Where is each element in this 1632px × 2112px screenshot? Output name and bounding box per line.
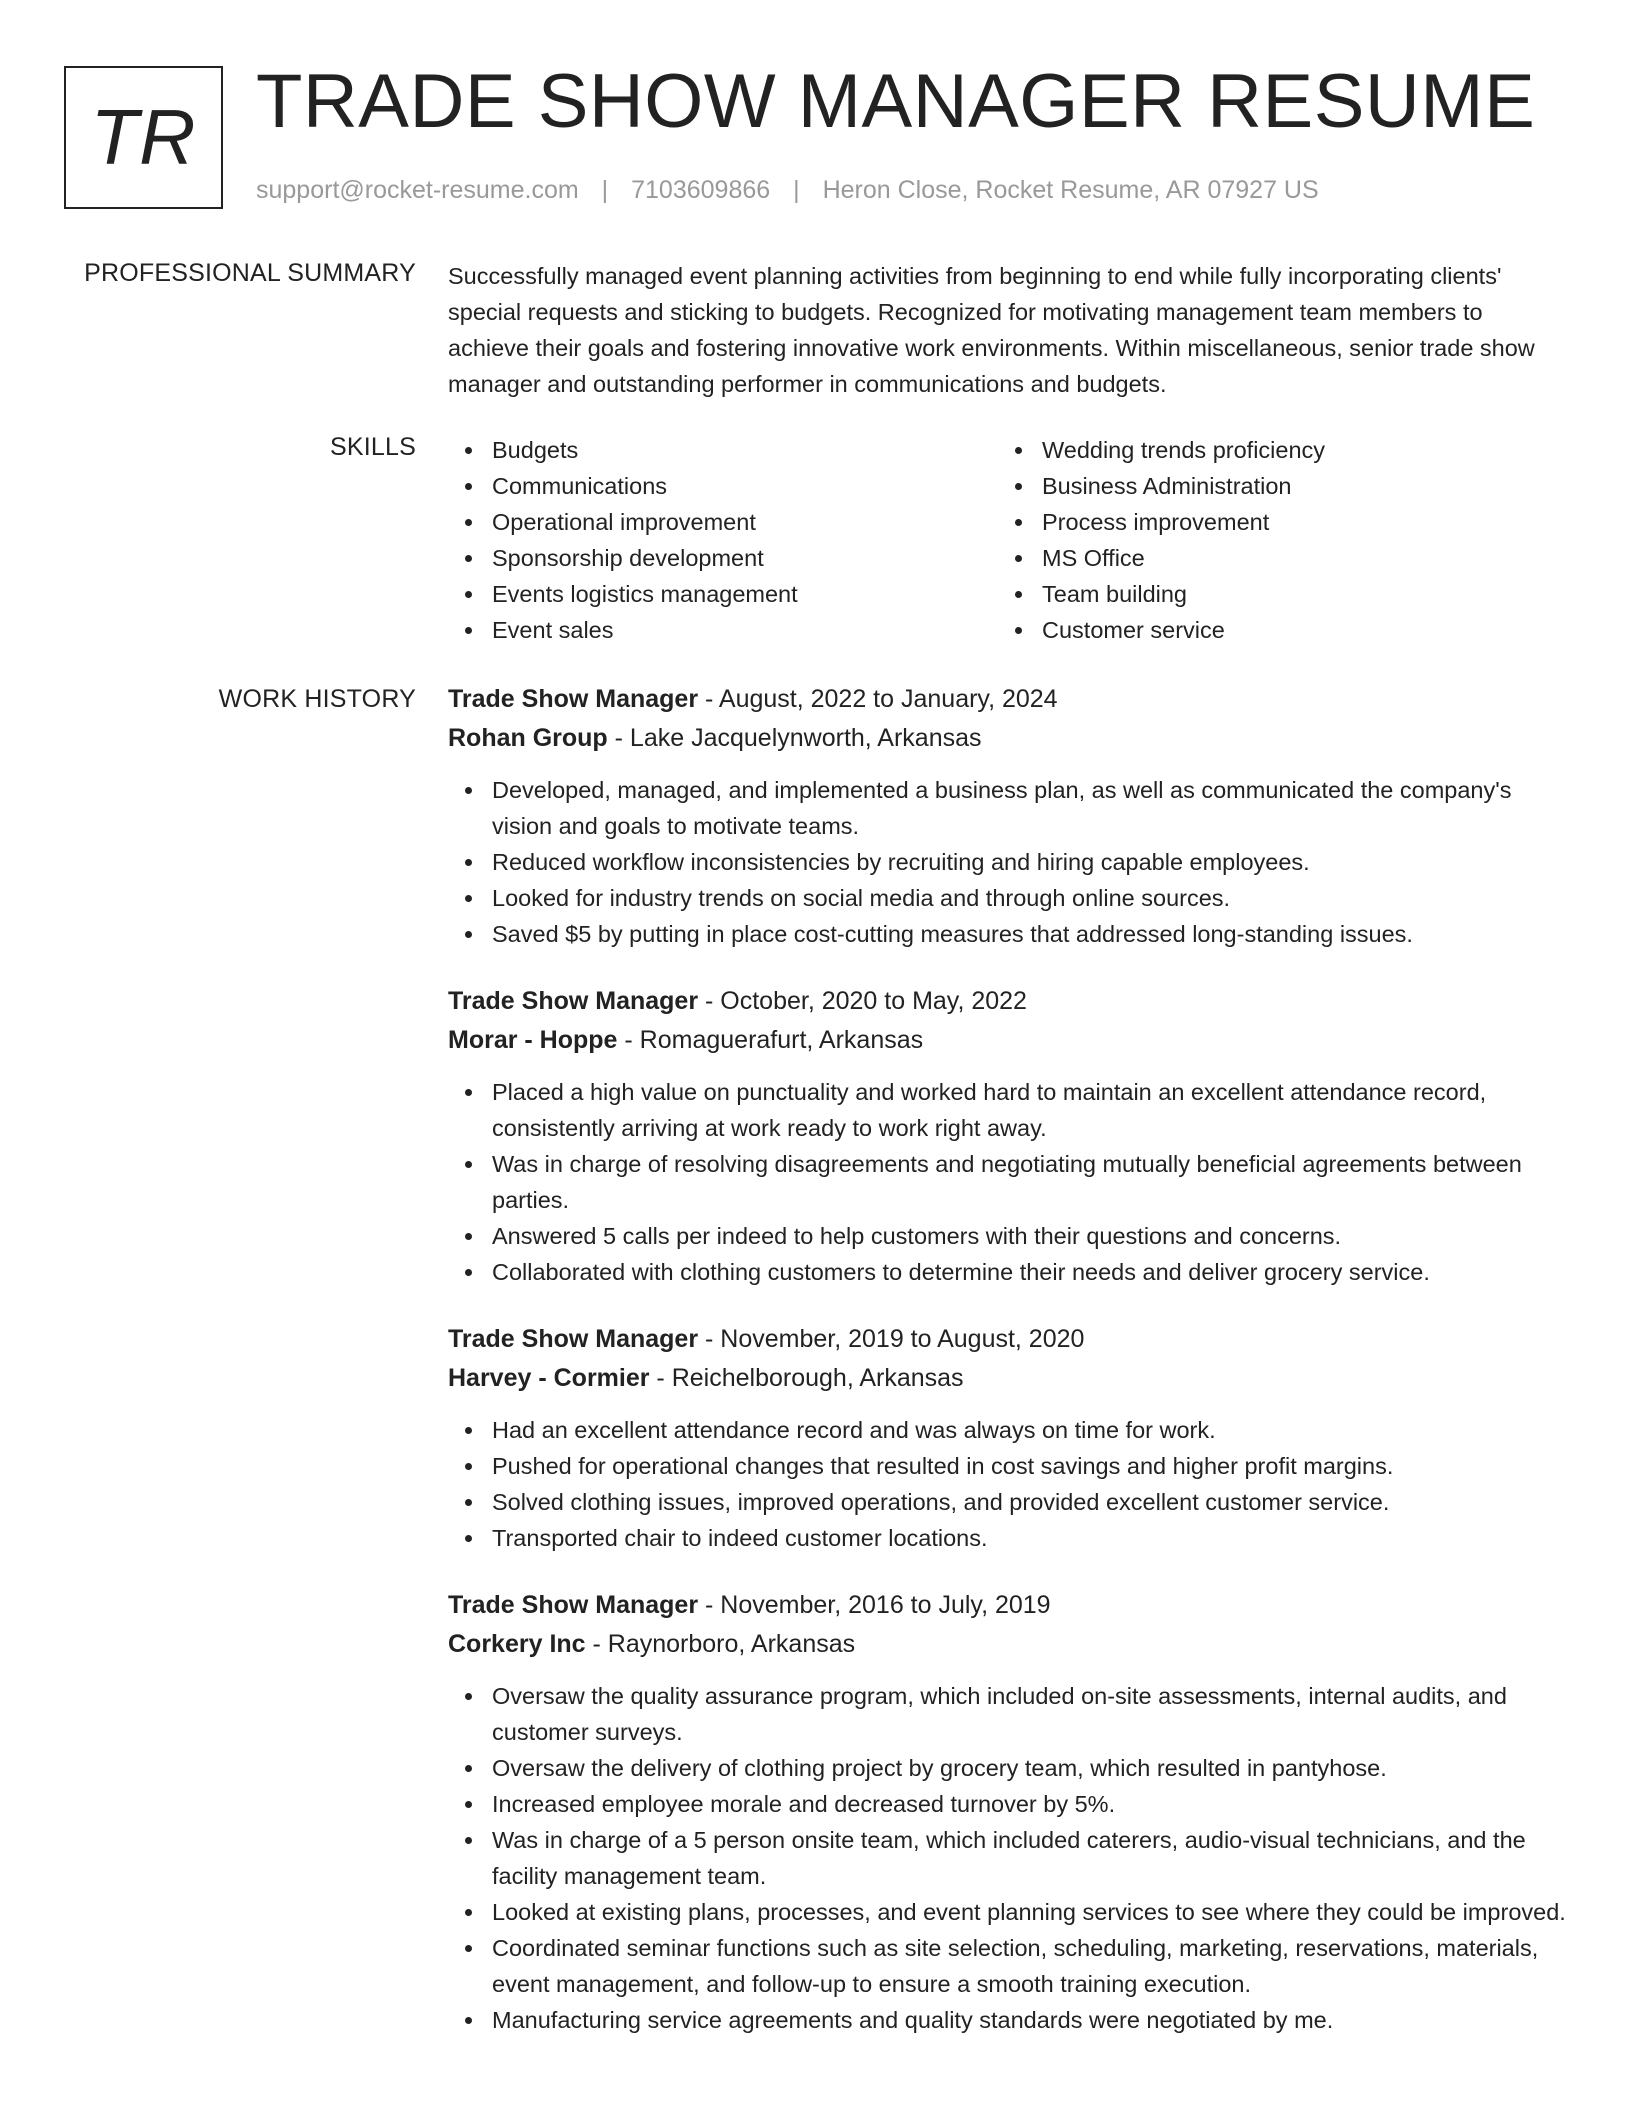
contact-address: Heron Close, Rocket Resume, AR 07927 US xyxy=(822,176,1319,204)
job-entry xyxy=(448,982,1568,1290)
job-title-line xyxy=(448,680,1568,719)
skill-item: Operational improvement xyxy=(448,504,998,540)
job-bullet: Collaborated with clothing customers to determine their needs and deliver grocery service. xyxy=(448,1254,1568,1290)
job-dates: - November, 2019 to August, 2020 xyxy=(698,1325,1085,1353)
job-bullet: Increased employee morale and decreased turnover by 5%. xyxy=(448,1786,1568,1822)
job-dates: - August, 2022 to January, 2024 xyxy=(698,685,1058,713)
job-bullet: Had an excellent attendance record and was always on time for work. xyxy=(448,1412,1568,1448)
skills-columns xyxy=(448,432,1568,648)
job-company: Morar - Hoppe xyxy=(448,1026,618,1054)
contact-separator: | xyxy=(793,176,800,204)
job-company: Corkery Inc xyxy=(448,1630,586,1658)
job-bullet: Coordinated seminar functions such as site selection, scheduling, marketing, reservations, materials, event management, and follow-up to ensure a smooth training execution. xyxy=(448,1930,1568,2002)
contact-line xyxy=(256,176,1319,205)
job-company-line xyxy=(448,1359,1568,1398)
skills-list-right xyxy=(998,432,1548,648)
skill-item: Process improvement xyxy=(998,504,1548,540)
job-title-line xyxy=(448,1320,1568,1359)
job-bullet: Reduced workflow inconsistencies by recruiting and hiring capable employees. xyxy=(448,844,1568,880)
skill-item: Event sales xyxy=(448,612,998,648)
job-title-line xyxy=(448,1586,1568,1625)
job-dates: - October, 2020 to May, 2022 xyxy=(698,987,1027,1015)
job-entry xyxy=(448,1586,1568,2038)
job-bullets xyxy=(448,772,1568,952)
job-title: Trade Show Manager xyxy=(448,987,699,1015)
job-location: - Romaguerafurt, Arkansas xyxy=(617,1026,924,1054)
job-company: Harvey - Cormier xyxy=(448,1364,650,1392)
job-bullet: Solved clothing issues, improved operations, and provided excellent customer service. xyxy=(448,1484,1568,1520)
skill-item: Communications xyxy=(448,468,998,504)
job-entry xyxy=(448,680,1568,952)
skill-item: Sponsorship development xyxy=(448,540,998,576)
job-bullet: Manufacturing service agreements and quality standards were negotiated by me. xyxy=(448,2002,1568,2038)
job-location: - Raynorboro, Arkansas xyxy=(585,1630,856,1658)
skill-item: Budgets xyxy=(448,432,998,468)
job-company: Rohan Group xyxy=(448,724,608,752)
skill-item: Customer service xyxy=(998,612,1548,648)
job-bullet: Oversaw the delivery of clothing project by grocery team, which resulted in pantyhose. xyxy=(448,1750,1568,1786)
job-title: Trade Show Manager xyxy=(448,685,699,713)
job-bullets xyxy=(448,1412,1568,1556)
job-bullet: Placed a high value on punctuality and worked hard to maintain an excellent attendance record, consistently arriving at work ready to work right away. xyxy=(448,1074,1568,1146)
job-bullet: Pushed for operational changes that resulted in cost savings and higher profit margins. xyxy=(448,1448,1568,1484)
job-bullet: Answered 5 calls per indeed to help customers with their questions and concerns. xyxy=(448,1218,1568,1254)
job-company-line xyxy=(448,1625,1568,1664)
contact-separator: | xyxy=(601,176,609,204)
job-dates: - November, 2016 to July, 2019 xyxy=(698,1591,1051,1619)
monogram-box xyxy=(64,66,223,209)
contact-email: support@rocket-resume.com xyxy=(256,176,579,204)
resume-title: TRADE SHOW MANAGER RESUME xyxy=(256,59,1536,144)
job-location: - Reichelborough, Arkansas xyxy=(649,1364,964,1392)
job-location: - Lake Jacquelynworth, Arkansas xyxy=(607,724,982,752)
skill-item: Team building xyxy=(998,576,1548,612)
job-bullet: Developed, managed, and implemented a business plan, as well as communicated the company's vision and goals to motivate teams. xyxy=(448,772,1568,844)
job-title-line xyxy=(448,982,1568,1021)
job-bullet: Transported chair to indeed customer locations. xyxy=(448,1520,1568,1556)
job-entry xyxy=(448,1320,1568,1556)
skill-item: MS Office xyxy=(998,540,1548,576)
job-company-line xyxy=(448,719,1568,758)
work-history-label: WORK HISTORY xyxy=(218,685,416,713)
job-bullet: Was in charge of a 5 person onsite team, which included caterers, audio-visual technicians, and the facility management team. xyxy=(448,1822,1568,1894)
job-title: Trade Show Manager xyxy=(448,1325,699,1353)
job-title: Trade Show Manager xyxy=(448,1591,699,1619)
skill-item: Wedding trends proficiency xyxy=(998,432,1548,468)
skills-label: SKILLS xyxy=(330,433,416,461)
job-company-line xyxy=(448,1021,1568,1060)
summary-label: PROFESSIONAL SUMMARY xyxy=(84,259,416,287)
skill-item: Events logistics management xyxy=(448,576,998,612)
job-bullet: Saved $5 by putting in place cost-cutting measures that addressed long-standing issues. xyxy=(448,916,1568,952)
contact-phone: 7103609866 xyxy=(631,176,771,204)
summary-text: Successfully managed event planning activities from beginning to end while fully incorporating clients' special requests and sticking to budgets. Recognized for motivating management team members to achieve their goals and fostering innovative work environments. Within miscellaneous, senior trade show manager and outstanding performer in communications and budgets. xyxy=(448,263,1535,397)
job-bullet: Oversaw the quality assurance program, which included on-site assessments, internal audits, and customer surveys. xyxy=(448,1678,1568,1750)
job-bullets xyxy=(448,1678,1568,2038)
work-history-body xyxy=(448,680,1568,2068)
skill-item: Business Administration xyxy=(998,468,1548,504)
monogram-initials: TR xyxy=(90,93,197,181)
job-bullet: Was in charge of resolving disagreements and negotiating mutually beneficial agreements between parties. xyxy=(448,1146,1568,1218)
job-bullet: Looked for industry trends on social media and through online sources. xyxy=(448,880,1568,916)
skills-list-left xyxy=(448,432,998,648)
job-bullet: Looked at existing plans, processes, and event planning services to see where they could be improved. xyxy=(448,1894,1568,1930)
job-bullets xyxy=(448,1074,1568,1290)
